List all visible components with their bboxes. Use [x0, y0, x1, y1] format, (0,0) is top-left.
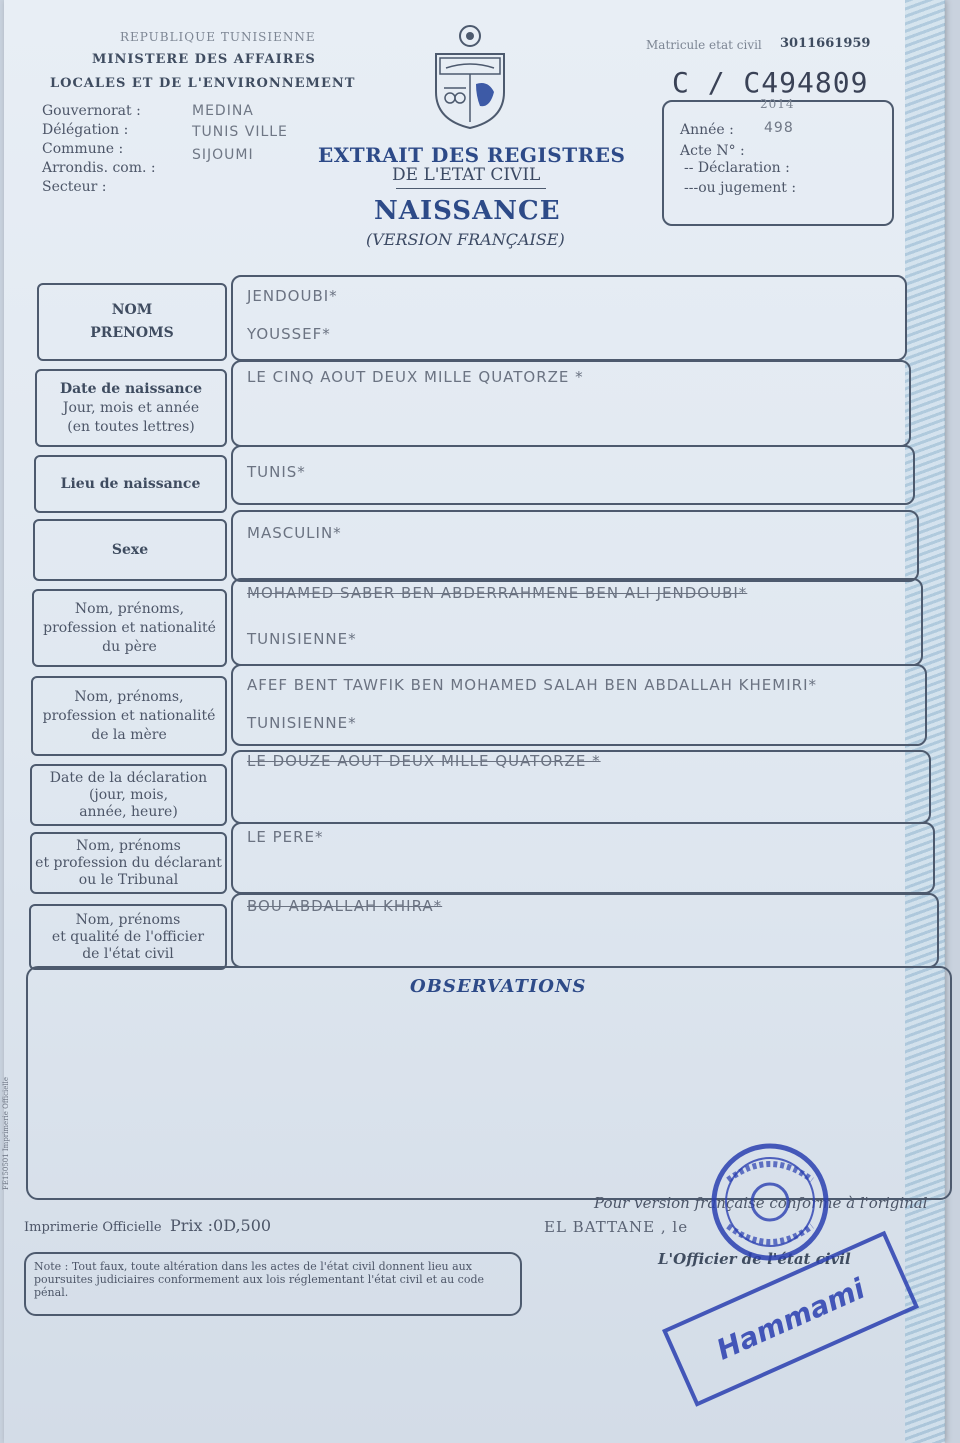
signature-stamp-text: Hammami	[711, 1271, 870, 1367]
officier-value-box	[231, 893, 939, 968]
delegation-label: Délégation :	[42, 122, 129, 138]
date-label-line3: (en toutes lettres)	[67, 418, 195, 435]
matricule-label: Matricule etat civil	[646, 38, 762, 52]
side-print-code: FE150501 Imprimerie Officielle	[2, 1077, 10, 1190]
declaration-date-value-box	[231, 750, 931, 824]
sexe-value: MASCULIN*	[247, 524, 342, 542]
lieu-date-text: EL BATTANE , le	[544, 1218, 689, 1236]
commune-label: Commune :	[42, 141, 124, 157]
lieu-value-box	[231, 445, 915, 505]
arrondis-label: Arrondis. com. :	[42, 160, 156, 176]
sexe-value-box	[231, 510, 919, 582]
nom-prenoms-label-box	[37, 283, 227, 361]
pere-value-box	[231, 578, 923, 666]
officier-value: BOU ABDALLAH KHIRA*	[247, 897, 443, 915]
version-subtitle: (VERSION FRANÇAISE)	[366, 230, 565, 249]
acte-value: 498	[764, 120, 794, 136]
date-naissance-label-box	[35, 369, 227, 447]
lieu-label: Lieu de naissance	[60, 475, 201, 492]
declaration-label: -- Déclaration :	[684, 160, 790, 176]
declarant-value-box	[231, 822, 935, 894]
year-value: 2014	[760, 97, 795, 111]
officier-label-box	[29, 904, 227, 970]
officier-label-line2: et qualité de l'officier	[51, 928, 205, 945]
mere-label-line3: de la mère	[91, 726, 167, 743]
commune-value: SIJOUMI	[192, 147, 254, 163]
declaration-date-label-box	[30, 764, 227, 826]
pere-label-line3: du père	[102, 638, 157, 655]
etat-civil-title: DE L'ETAT CIVIL	[392, 165, 541, 185]
decl-label-line1: Date de la déclaration	[49, 769, 208, 786]
serial-number: C / C494809	[672, 66, 869, 99]
pere-name-value: MOHAMED SABER BEN ABDERRAHMENE BEN ALI JENDOUBI*	[247, 584, 748, 602]
imprimerie-label: Imprimerie Officielle	[24, 1220, 162, 1235]
prenoms-label: PRENOMS	[90, 325, 174, 341]
official-round-stamp-icon	[708, 1140, 832, 1264]
ministry-line-2: LOCALES ET DE L'ENVIRONNEMENT	[50, 76, 356, 91]
naissance-title: NAISSANCE	[374, 196, 561, 226]
pour-version-text: Pour version française conforme à l'original	[594, 1194, 928, 1212]
prix-label: Prix :0D,500	[170, 1216, 272, 1235]
matricule-value: 3011661959	[780, 36, 871, 51]
declarant-label-line2: et profession du déclarant	[35, 854, 222, 871]
secteur-label: Secteur :	[42, 179, 107, 195]
mere-name-value: AFEF BENT TAWFIK BEN MOHAMED SALAH BEN ABDALLAH KHEMIRI*	[247, 676, 817, 694]
declarant-label-line3: ou le Tribunal	[78, 871, 179, 888]
title-divider	[396, 188, 546, 189]
lieu-label-box	[34, 455, 227, 513]
nom-value: JENDOUBI*	[247, 287, 338, 305]
sexe-label: Sexe	[111, 541, 149, 558]
decl-label-line3: année, heure)	[79, 803, 178, 820]
annee-label: Année :	[680, 122, 734, 138]
ministry-line-1: MINISTERE DES AFFAIRES	[92, 52, 316, 67]
mere-nationalite-value: TUNISIENNE*	[247, 714, 357, 732]
mere-label-line2: profession et nationalité	[42, 707, 216, 724]
gouvernorat-value: MEDINA	[192, 103, 254, 119]
mere-label-box	[31, 676, 227, 756]
date-naissance-value-box	[231, 360, 911, 447]
pere-nationalite-value: TUNISIENNE*	[247, 630, 357, 648]
sexe-label-box	[33, 519, 227, 581]
date-label-line1: Date de naissance	[59, 380, 203, 397]
legal-note: Note : Tout faux, toute altération dans les actes de l'état civil donnent lieu aux poursuites judiciaires conformement aux lois réglementant l'état civil et au code pénal.	[24, 1252, 522, 1316]
coat-of-arms-icon	[430, 22, 510, 132]
pere-label-line2: profession et nationalité	[43, 619, 216, 636]
declarant-label-box	[30, 832, 227, 894]
pere-label-box	[32, 589, 227, 667]
nom-prenoms-value-box	[231, 275, 907, 361]
date-label-line2: Jour, mois et année	[62, 399, 200, 416]
declarant-value: LE PERE*	[247, 828, 324, 846]
acte-number-label: Acte N° :	[680, 143, 745, 159]
lieu-value: TUNIS*	[247, 463, 306, 481]
mere-label-line1: Nom, prénoms,	[74, 688, 184, 705]
prenoms-value: YOUSSEF*	[247, 325, 331, 343]
pere-label-line1: Nom, prénoms,	[74, 600, 185, 617]
extrait-title: EXTRAIT DES REGISTRES	[318, 143, 626, 167]
date-naissance-value: LE CINQ AOUT DEUX MILLE QUATORZE *	[247, 368, 584, 386]
nom-label: NOM	[111, 302, 153, 318]
delegation-value: TUNIS VILLE	[192, 124, 288, 140]
decl-label-line2: (jour, mois,	[88, 786, 169, 803]
declaration-date-value: LE DOUZE AOUT DEUX MILLE QUATORZE *	[247, 752, 601, 770]
declarant-label-line1: Nom, prénoms	[76, 837, 181, 854]
officier-label-line1: Nom, prénoms	[75, 911, 181, 928]
officier-label-line3: de l'état civil	[82, 945, 174, 962]
gouvernorat-label: Gouvernorat :	[42, 103, 141, 119]
republic-label: REPUBLIQUE TUNISIENNE	[120, 30, 316, 44]
jugement-label: ---ou jugement :	[684, 180, 797, 196]
officier-signature-label: L'Officier de l'état civil	[658, 1250, 851, 1268]
observations-title: OBSERVATIONS	[410, 976, 587, 997]
mere-value-box	[231, 664, 927, 746]
